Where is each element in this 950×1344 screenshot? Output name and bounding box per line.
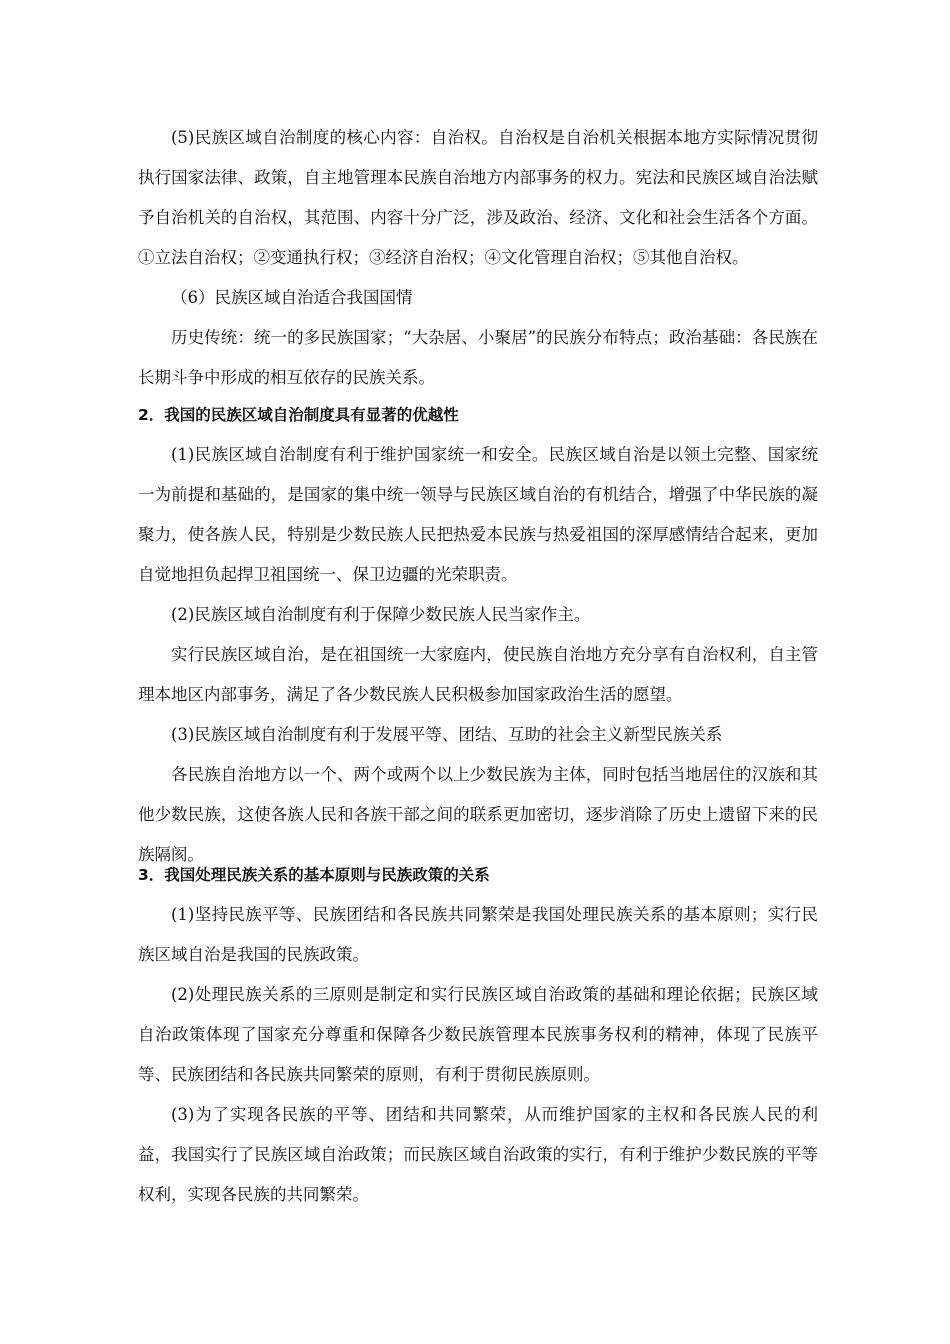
paragraph-three-principles: (2)处理民族关系的三原则是制定和实行民族区域自治政策的基础和理论依据；民族区域自治政策体现了国家充分尊重和保障各少数民族管理本民族事务权利的精神，体现了民族平等、民族团结和各民族共同繁荣的原则，有利于贯彻民族原则。: [138, 985, 818, 1084]
heading-section-3: 3．我国处理民族关系的基本原则与民族政策的关系: [138, 866, 490, 884]
paragraph-ethnic-relations: 各民族自治地方以一个、两个或两个以上少数民族为主体，同时包括当地居住的汉族和其他少数民族，这使各族人民和各族干部之间的联系更加密切，逐步消除了历史上遗留下来的民族隔阂。: [138, 765, 818, 864]
heading-section-2: 2．我国的民族区域自治制度具有显著的优越性: [138, 406, 459, 424]
paragraph-common-prosperity: (3)为了实现各民族的平等、团结和共同繁荣，从而维护国家的主权和各民族人民的利益，我国实行了民族区域自治政策；而民族区域自治政策的实行，有利于维护少数民族的平等权利，实现各民族的共同繁荣。: [138, 1105, 818, 1204]
section-3-block: [138, 855, 818, 1215]
paragraph-unity-security: (1)民族区域自治制度有利于维护国家统一和安全。民族区域自治是以领土完整、国家统一为前提和基础的，是国家的集中统一领导与民族区域自治的有机结合，增强了中华民族的凝聚力，使各族人民，特别是少数民族人民把热爱本民族与热爱祖国的深厚感情结合起来，更加自觉地担负起捍卫祖国统一、保卫边疆的光荣职责。: [138, 445, 818, 584]
paragraph-basic-principles: (1)坚持民族平等、民族团结和各民族共同繁荣是我国处理民族关系的基本原则；实行民族区域自治是我国的民族政策。: [138, 905, 818, 964]
subheading-master-of-country: (2)民族区域自治制度有利于保障少数民族人民当家作主。: [171, 605, 591, 624]
section-2-block: [138, 395, 818, 875]
paragraph-history-tradition: 历史传统：统一的多民族国家；“大杂居、小聚居”的民族分布特点；政治基础：各民族在长期斗争中形成的相互依存的民族关系。: [138, 328, 818, 387]
subheading-national-conditions: （6）民族区域自治适合我国国情: [171, 288, 413, 307]
section-1-block: [138, 118, 818, 278]
paragraph-autonomy-rights: (5)民族区域自治制度的核心内容：自治权。自治权是自治机关根据本地方实际情况贯彻执行国家法律、政策，自主地管理本民族自治地方内部事务的权力。宪法和民族区域自治法赋予自治机关的自治权，其范围、内容十分广泛，涉及政治、经济、文化和社会生活各个方面。①立法自治权；②变通执行权；③经济自治权；④文化管理自治权；⑤其他自治权。: [138, 128, 818, 267]
section-1-national-conditions: [138, 278, 818, 398]
subheading-ethnic-relations: (3)民族区域自治制度有利于发展平等、团结、互助的社会主义新型民族关系: [171, 725, 723, 744]
paragraph-autonomy-practice: 实行民族区域自治，是在祖国统一大家庭内，使民族自治地方充分享有自治权利，自主管理本地区内部事务，满足了各少数民族人民积极参加国家政治生活的愿望。: [138, 645, 818, 704]
